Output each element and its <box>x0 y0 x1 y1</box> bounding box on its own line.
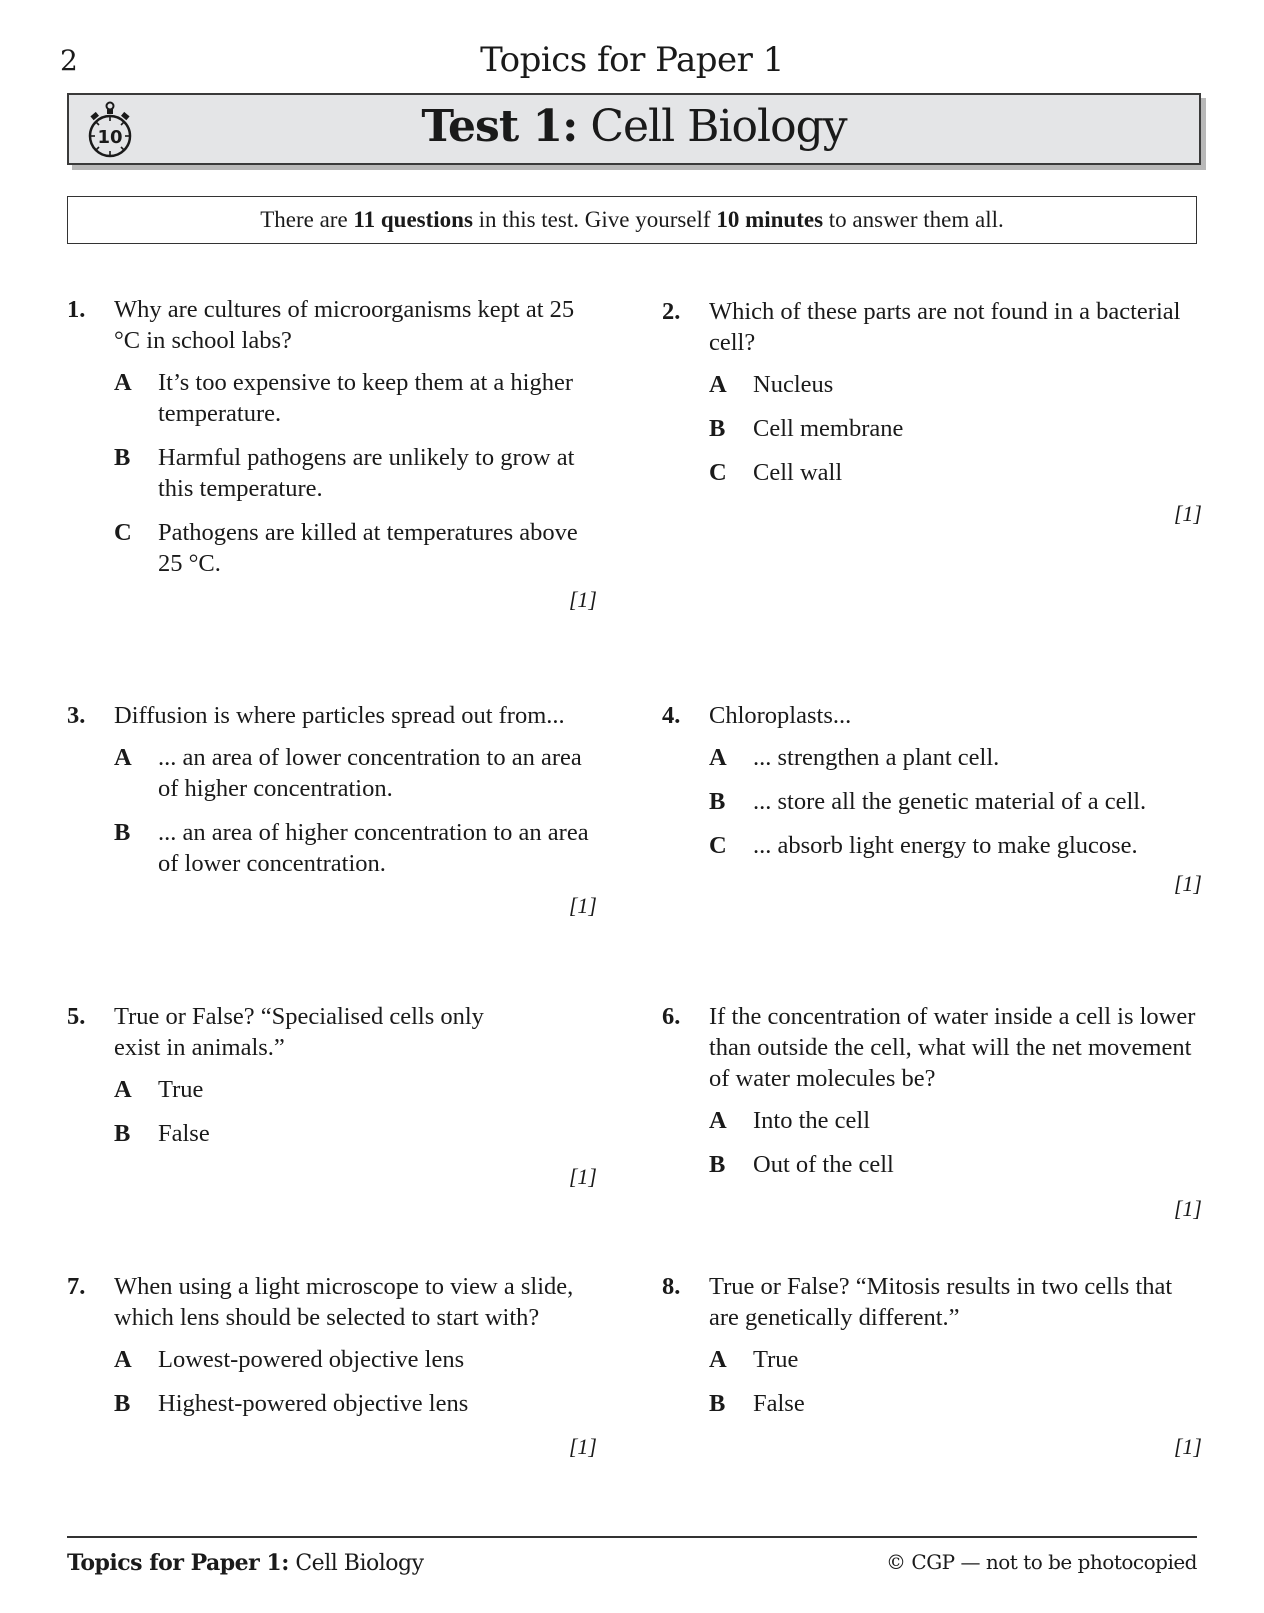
question-3 <box>67 700 597 918</box>
marks-label: [1] <box>568 587 597 612</box>
option-text: Lowest-powered objective lens <box>158 1346 465 1373</box>
marks-label: [1] <box>568 1164 597 1189</box>
option-text: Highest-powered objective lens <box>158 1390 469 1417</box>
question-number: 3. <box>67 702 86 729</box>
question-number: 4. <box>662 702 681 729</box>
option-letter: A <box>709 371 727 398</box>
marks-label: [1] <box>1173 871 1202 896</box>
question-number: 2. <box>662 298 681 325</box>
running-head: Topics for Paper 1 <box>480 40 784 80</box>
option-b[interactable] <box>709 413 1202 444</box>
question-1 <box>67 294 597 612</box>
option-letter: B <box>114 819 131 846</box>
option-letter: A <box>709 1107 727 1134</box>
option-c[interactable] <box>709 457 1202 488</box>
option-c[interactable] <box>114 517 597 579</box>
option-c[interactable] <box>709 830 1202 861</box>
marks-label: [1] <box>1173 501 1202 526</box>
option-letter: C <box>709 832 727 859</box>
option-letter: B <box>114 444 131 471</box>
option-b[interactable] <box>709 1149 1202 1180</box>
option-letter: A <box>114 369 132 396</box>
footer-section-prefix: Topics for Paper 1: <box>67 1550 289 1576</box>
option-letter: B <box>709 1390 726 1417</box>
question-text: When using a light microscope to view a slide, which lens should be selected to start with? <box>114 1273 574 1331</box>
option-text: Nucleus <box>753 371 834 398</box>
question-6 <box>662 1001 1202 1221</box>
option-letter: C <box>114 519 132 546</box>
question-text: If the concentration of water inside a cell is lower than outside the cell, what will the net movement of water molecules be? <box>709 1003 1196 1092</box>
option-letter: B <box>709 415 726 442</box>
option-letter: B <box>709 788 726 815</box>
page-number: 2 <box>60 44 78 77</box>
question-8 <box>662 1271 1202 1459</box>
option-letter: A <box>709 744 727 771</box>
option-letter: C <box>709 459 727 486</box>
info-text: to answer them all. <box>823 207 1004 232</box>
option-b[interactable] <box>709 786 1202 817</box>
option-b[interactable] <box>709 1388 1202 1419</box>
option-a[interactable] <box>709 369 1202 400</box>
option-text: False <box>753 1390 805 1417</box>
option-text: ... an area of lower concentration to an area of higher concentration. <box>158 744 582 802</box>
marks-label: [1] <box>568 893 597 918</box>
option-letter: A <box>114 1076 132 1103</box>
marks-label: [1] <box>568 1434 597 1459</box>
title-topic: Cell Biology <box>577 101 847 152</box>
option-text: True <box>753 1346 799 1373</box>
question-text: Diffusion is where particles spread out from... <box>114 702 565 729</box>
option-text: Cell wall <box>753 459 843 486</box>
option-letter: B <box>114 1390 131 1417</box>
question-text: True or False? “Mitosis results in two cells that are genetically different.” <box>709 1273 1173 1331</box>
question-number: 8. <box>662 1273 681 1300</box>
option-letter: A <box>114 1346 132 1373</box>
option-letter: A <box>709 1346 727 1373</box>
option-a[interactable] <box>114 1074 597 1105</box>
option-text: False <box>158 1120 210 1147</box>
title-prefix: Test 1: <box>421 101 578 152</box>
option-text: ... absorb light energy to make glucose. <box>753 832 1138 859</box>
page-title <box>69 101 1199 152</box>
test-title-bar <box>67 93 1201 165</box>
option-a[interactable] <box>709 742 1202 773</box>
option-text: Pathogens are killed at temperatures above 25 °C. <box>158 519 578 577</box>
question-2 <box>662 296 1202 526</box>
option-text: ... strengthen a plant cell. <box>753 744 1000 771</box>
option-a[interactable] <box>709 1105 1202 1136</box>
question-text: Why are cultures of microorganisms kept at 25 °C in school labs? <box>114 296 575 354</box>
test-instructions <box>67 196 1197 244</box>
copyright-notice: © CGP — not to be photocopied <box>886 1550 1197 1574</box>
question-number: 5. <box>67 1003 86 1030</box>
option-b[interactable] <box>114 1118 597 1149</box>
option-text: Cell membrane <box>753 415 904 442</box>
info-text: in this test. Give yourself <box>472 207 717 232</box>
option-text: Harmful pathogens are unlikely to grow at this temperature. <box>158 444 575 502</box>
option-letter: B <box>709 1151 726 1178</box>
option-text: ... an area of higher concentration to an area of lower concentration. <box>158 819 589 877</box>
question-number: 6. <box>662 1003 681 1030</box>
option-text: ... store all the genetic material of a cell. <box>753 788 1147 815</box>
time-limit: 10 minutes <box>716 207 824 232</box>
marks-label: [1] <box>1173 1434 1202 1459</box>
question-text: Chloroplasts... <box>709 702 852 729</box>
option-a[interactable] <box>114 1344 597 1375</box>
question-number: 7. <box>67 1273 86 1300</box>
timer-minutes: 10 <box>97 127 123 148</box>
footer-divider <box>67 1536 1197 1538</box>
option-text: It’s too expensive to keep them at a higher temperature. <box>158 369 574 427</box>
marks-label: [1] <box>1173 1196 1202 1221</box>
option-letter: B <box>114 1120 131 1147</box>
option-text: True <box>158 1076 204 1103</box>
footer-section-topic: Cell Biology <box>288 1551 424 1576</box>
question-count: 11 questions <box>353 207 473 232</box>
info-text: There are <box>260 207 354 232</box>
option-a[interactable] <box>114 742 597 804</box>
question-text: Which of these parts are not found in a bacterial cell? <box>709 298 1181 356</box>
option-a[interactable] <box>114 367 597 429</box>
question-7 <box>67 1271 597 1459</box>
question-number: 1. <box>67 296 86 323</box>
option-text: Into the cell <box>753 1107 871 1134</box>
option-letter: A <box>114 744 132 771</box>
option-b[interactable] <box>114 442 597 504</box>
question-4 <box>662 700 1202 896</box>
option-b[interactable] <box>114 817 597 879</box>
question-text: True or False? “Specialised cells only exist in animals.” <box>114 1003 484 1061</box>
footer-section-title <box>67 1550 424 1576</box>
option-text: Out of the cell <box>753 1151 894 1178</box>
option-b[interactable] <box>114 1388 597 1419</box>
option-a[interactable] <box>709 1344 1202 1375</box>
question-5 <box>67 1001 597 1189</box>
